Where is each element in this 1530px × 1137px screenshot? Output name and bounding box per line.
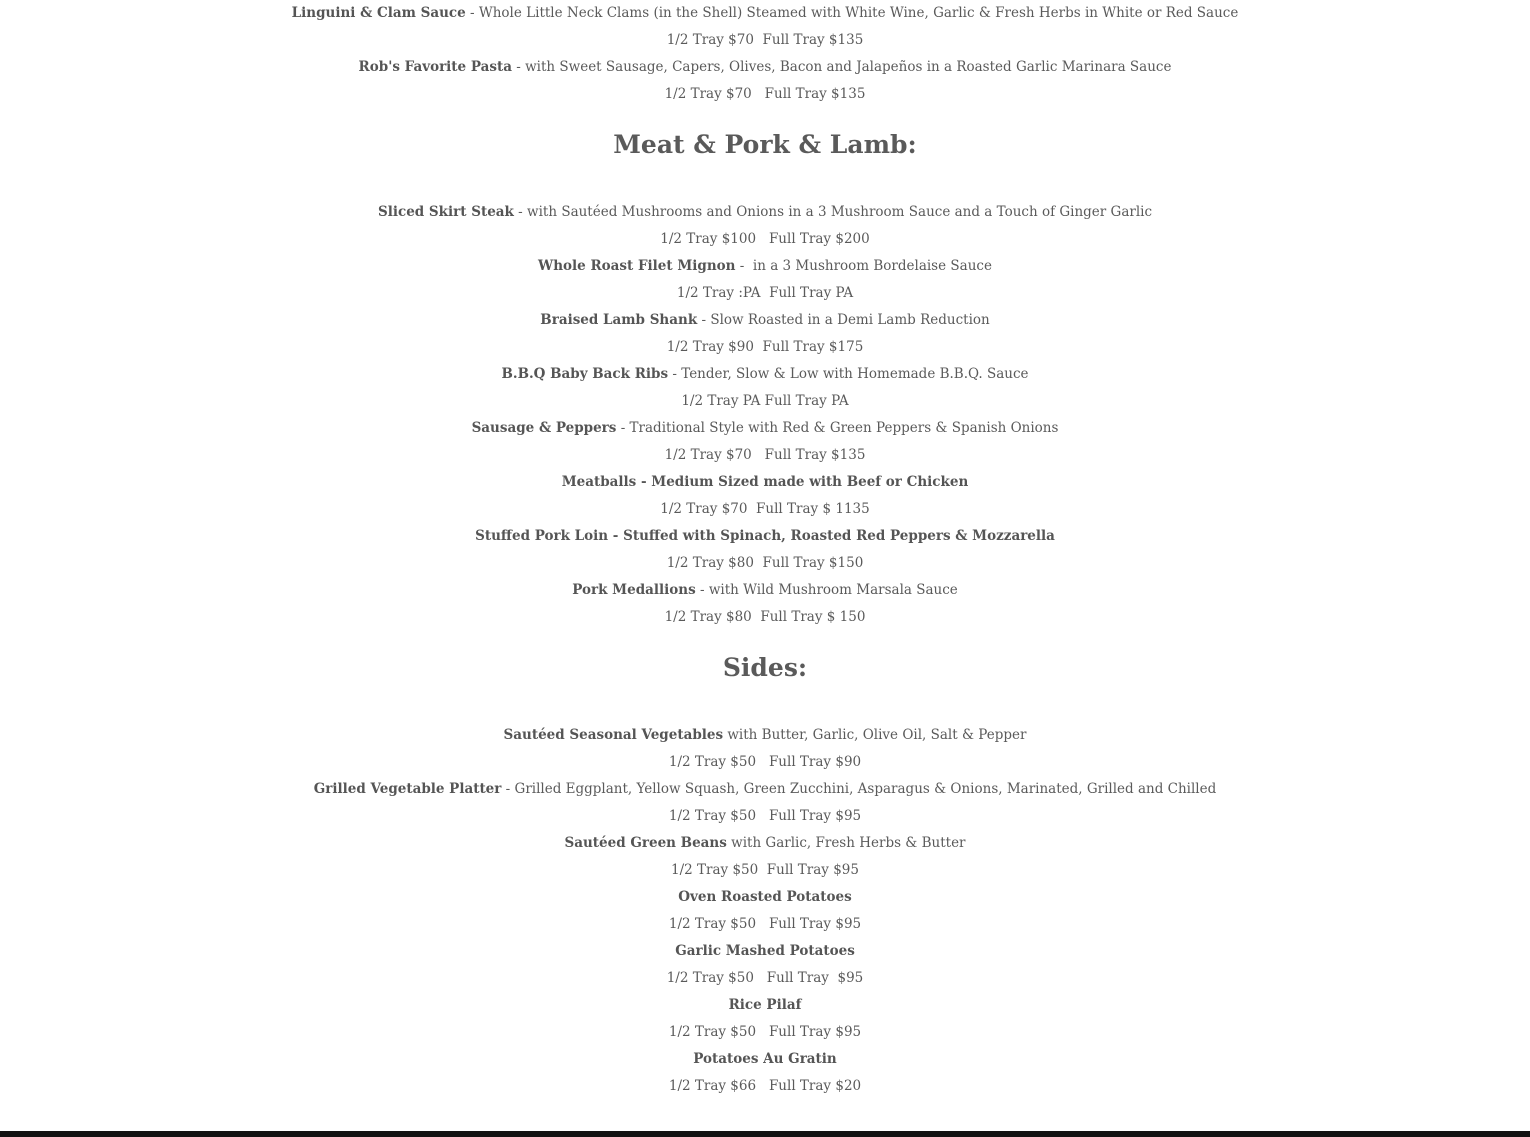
item-price: 1/2 Tray $70 Full Tray $135 bbox=[666, 32, 864, 48]
menu-item-sliced-skirt-steak bbox=[0, 199, 1530, 226]
menu-item-robs-favorite-pasta bbox=[0, 54, 1530, 81]
item-price: 1/2 Tray :PA Full Tray PA bbox=[676, 285, 854, 301]
item-price: 1/2 Tray $50 Full Tray $95 bbox=[668, 808, 862, 824]
item-name: Rice Pilaf bbox=[728, 997, 802, 1013]
item-description: - Tender, Slow & Low with Homemade B.B.Q. Sauce bbox=[668, 366, 1029, 382]
item-price: 1/2 Tray $80 Full Tray $150 bbox=[666, 555, 864, 571]
menu-item-garlic-mashed-potatoes bbox=[0, 938, 1530, 965]
item-name: Braised Lamb Shank bbox=[540, 312, 698, 328]
item-description: - with Sautéed Mushrooms and Onions in a 3 Mushroom Sauce and a Touch of Ginger Garlic bbox=[513, 204, 1153, 220]
menu-section-meat bbox=[0, 199, 1530, 631]
menu-item-bbq-baby-back-ribs bbox=[0, 361, 1530, 388]
menu-item-rice-pilaf bbox=[0, 992, 1530, 1019]
menu-item-meatballs bbox=[0, 469, 1530, 496]
item-description: with Butter, Garlic, Olive Oil, Salt & Pepper bbox=[723, 727, 1027, 743]
menu-section-sides bbox=[0, 722, 1530, 1100]
item-price: 1/2 Tray $50 Full Tray $95 bbox=[668, 1024, 862, 1040]
section-heading-meat-pork-lamb: Meat & Pork & Lamb: bbox=[613, 130, 917, 159]
item-price: 1/2 Tray $50 Full Tray $95 bbox=[671, 862, 859, 878]
item-price: 1/2 Tray PA Full Tray PA bbox=[681, 393, 849, 409]
item-name: Potatoes Au Gratin bbox=[693, 1051, 837, 1067]
item-name: Linguini & Clam Sauce bbox=[291, 5, 466, 21]
item-description: - Traditional Style with Red & Green Peppers & Spanish Onions bbox=[616, 420, 1059, 436]
menu-item-sauteed-green-beans bbox=[0, 830, 1530, 857]
item-description: - Slow Roasted in a Demi Lamb Reduction bbox=[697, 312, 990, 328]
item-name: Sautéed Green Beans bbox=[564, 835, 727, 851]
item-price: 1/2 Tray $70 Full Tray $ 1135 bbox=[660, 501, 870, 517]
item-name: Meatballs - Medium Sized made with Beef or Chicken bbox=[561, 474, 969, 490]
item-name: Stuffed Pork Loin - Stuffed with Spinach, Roasted Red Peppers & Mozzarella bbox=[475, 528, 1055, 544]
item-price: 1/2 Tray $70 Full Tray $135 bbox=[664, 86, 866, 102]
item-name: Pork Medallions bbox=[572, 582, 696, 598]
item-price: 1/2 Tray $100 Full Tray $200 bbox=[660, 231, 870, 247]
bottom-bar bbox=[0, 1131, 1530, 1137]
item-name: Grilled Vegetable Platter bbox=[313, 781, 502, 797]
item-description: with Garlic, Fresh Herbs & Butter bbox=[726, 835, 966, 851]
menu-item-sauteed-seasonal-vegetables bbox=[0, 722, 1530, 749]
item-description: - with Wild Mushroom Marsala Sauce bbox=[695, 582, 958, 598]
item-description: - in a 3 Mushroom Bordelaise Sauce bbox=[735, 258, 992, 274]
item-name: Garlic Mashed Potatoes bbox=[675, 943, 855, 959]
item-name: Sliced Skirt Steak bbox=[377, 204, 514, 220]
item-price: 1/2 Tray $50 Full Tray $90 bbox=[668, 754, 862, 770]
item-price: 1/2 Tray $50 Full Tray $95 bbox=[668, 916, 862, 932]
item-description: - Grilled Eggplant, Yellow Squash, Green Zucchini, Asparagus & Onions, Marinated, Grilled and Chilled bbox=[501, 781, 1217, 797]
menu-item-oven-roasted-potatoes bbox=[0, 884, 1530, 911]
menu-item-stuffed-pork-loin bbox=[0, 523, 1530, 550]
item-price: 1/2 Tray $70 Full Tray $135 bbox=[664, 447, 866, 463]
item-name: Sautéed Seasonal Vegetables bbox=[503, 727, 724, 743]
item-description: - with Sweet Sausage, Capers, Olives, Bacon and Jalapeños in a Roasted Garlic Marinara Sauce bbox=[511, 59, 1172, 75]
item-name: Whole Roast Filet Mignon bbox=[538, 258, 736, 274]
menu-item-whole-roast-filet-mignon bbox=[0, 253, 1530, 280]
item-name: Oven Roasted Potatoes bbox=[678, 889, 852, 905]
menu-item-grilled-vegetable-platter bbox=[0, 776, 1530, 803]
menu-item-braised-lamb-shank bbox=[0, 307, 1530, 334]
menu-item-sausage-peppers bbox=[0, 415, 1530, 442]
item-price: 1/2 Tray $50 Full Tray $95 bbox=[666, 970, 864, 986]
item-price: 1/2 Tray $66 Full Tray $20 bbox=[668, 1078, 862, 1094]
item-name: B.B.Q Baby Back Ribs bbox=[501, 366, 669, 382]
item-name: Rob's Favorite Pasta bbox=[358, 59, 512, 75]
item-name: Sausage & Peppers bbox=[471, 420, 617, 436]
item-price: 1/2 Tray $90 Full Tray $175 bbox=[666, 339, 864, 355]
menu-item-pork-medallions bbox=[0, 577, 1530, 604]
menu-section-pasta bbox=[0, 0, 1530, 108]
item-description: - Whole Little Neck Clams (in the Shell) Steamed with White Wine, Garlic & Fresh Herbs in White or Red Sauce bbox=[465, 5, 1239, 21]
section-heading-sides: Sides: bbox=[722, 653, 808, 682]
menu-item-linguini-clam-sauce bbox=[0, 0, 1530, 27]
menu-item-potatoes-au-gratin bbox=[0, 1046, 1530, 1073]
item-price: 1/2 Tray $80 Full Tray $ 150 bbox=[664, 609, 866, 625]
